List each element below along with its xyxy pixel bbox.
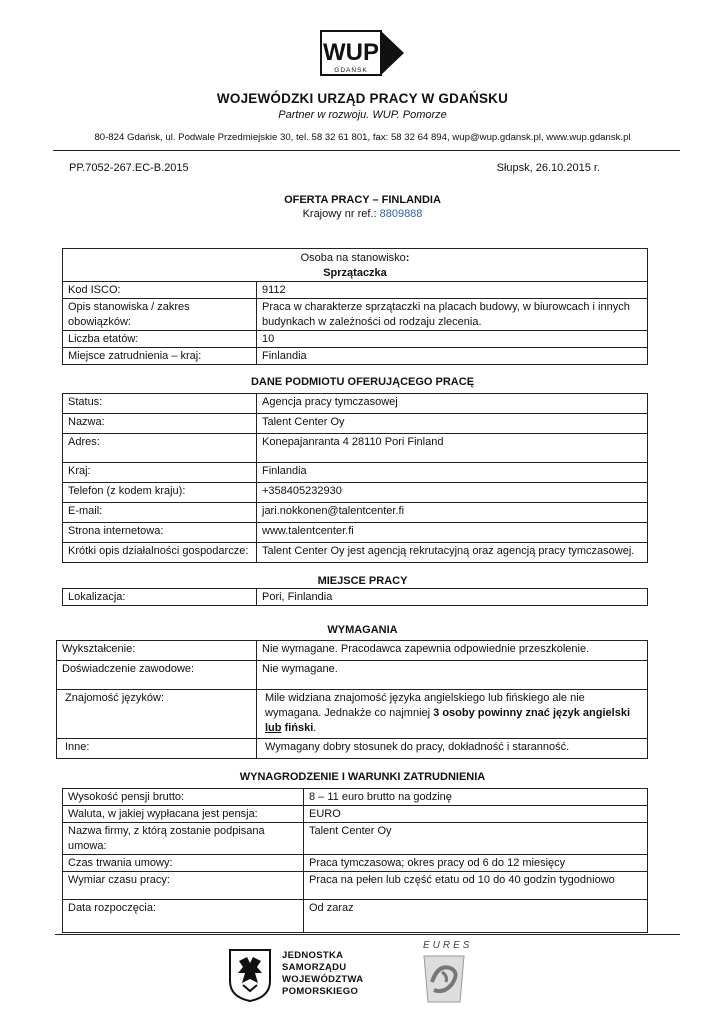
wup-logo	[320, 30, 405, 80]
office-address: 80-824 Gdańsk, ul. Podwale Przedmiejskie 30, tel. 58 32 61 801, fax: 58 32 64 894, wup@wup.gdansk.pl, www.wup.gdansk.pl	[94, 132, 631, 143]
languages-end: .	[313, 722, 317, 734]
logo-text: WUP	[323, 39, 379, 66]
table-row	[63, 394, 648, 414]
row-label: Kod ISCO:	[63, 282, 257, 299]
row-value: EURO	[304, 806, 648, 823]
row-value: Finlandia	[257, 463, 648, 483]
offer-title: OFERTA PRACY – FINLANDIA	[284, 194, 441, 206]
table-row	[63, 789, 648, 806]
languages-bold-end: fiński	[284, 722, 314, 734]
workplace-table	[62, 588, 648, 606]
row-value: 8 – 11 euro brutto na godzinę	[304, 789, 648, 806]
row-label: Czas trwania umowy:	[63, 855, 304, 872]
table-row	[63, 543, 648, 563]
row-value: Wymagany dobry stosunek do pracy, dokładność i staranność.	[257, 739, 648, 759]
requirements-section-title: WYMAGANIA	[327, 624, 398, 636]
row-label: E-mail:	[63, 503, 257, 523]
row-label: Telefon (z kodem kraju):	[63, 483, 257, 503]
row-value: Od zaraz	[304, 900, 648, 933]
salary-section-title: WYNAGRODZENIE I WARUNKI ZATRUDNIENIA	[239, 771, 486, 783]
row-label: Adres:	[63, 434, 257, 463]
row-label: Wysokość pensji brutto:	[63, 789, 304, 806]
header-divider	[53, 150, 680, 151]
row-value: Nie wymagane.	[257, 661, 648, 690]
table-row	[63, 872, 648, 900]
position-title: Sprzątaczka	[323, 267, 387, 279]
row-label: Nazwa firmy, z którą zostanie podpisana umowa:	[63, 823, 304, 855]
jst-line: WOJEWÓDZTWA	[282, 974, 364, 985]
eures-logo-icon	[416, 942, 472, 1006]
office-title: WOJEWÓDZKI URZĄD PRACY W GDAŃSKU	[216, 91, 509, 106]
jst-label	[282, 950, 363, 998]
table-row	[63, 483, 648, 503]
document-number: PP.7052-267.EC-B.2015	[69, 162, 189, 174]
position-table	[62, 248, 648, 365]
row-value: 10	[257, 331, 648, 348]
row-label: Wymiar czasu pracy:	[63, 872, 304, 900]
table-row	[63, 523, 648, 543]
table-row	[63, 589, 648, 606]
languages-bold-underline: lub	[265, 722, 282, 734]
position-header-cell	[63, 249, 648, 282]
table-row	[63, 299, 648, 331]
jst-line: JEDNOSTKA	[282, 950, 344, 961]
row-label: Kraj:	[63, 463, 257, 483]
row-value	[257, 690, 648, 739]
jst-line: POMORSKIEGO	[282, 986, 359, 997]
row-value: Praca tymczasowa; okres pracy od 6 do 12 miesięcy	[304, 855, 648, 872]
languages-text: Mile widziana znajomość języka angielskiego lub fińskiego ale nie wymagana. Jednakże co najmniej	[265, 692, 585, 719]
row-value: Praca w charakterze sprzątaczki na placach budowy, w biurowcach i innych budynkach w zależności od rodzaju zlecenia.	[257, 299, 648, 331]
row-value: www.talentcenter.fi	[257, 523, 648, 543]
table-row	[57, 661, 648, 690]
table-row	[63, 806, 648, 823]
languages-bold: 3 osoby powinny znać język angielski	[433, 707, 630, 719]
position-header-label: Osoba na stanowisko	[300, 252, 406, 264]
row-label: Nazwa:	[63, 414, 257, 434]
position-header-colon: :	[405, 252, 410, 264]
row-label: Krótki opis działalności gospodarcze:	[63, 543, 257, 563]
table-row	[63, 463, 648, 483]
row-label: Waluta, w jakiej wypłacana jest pensja:	[63, 806, 304, 823]
row-value: 9112	[257, 282, 648, 299]
table-row	[57, 690, 648, 739]
row-value: Finlandia	[257, 348, 648, 365]
row-value: +358405232930	[257, 483, 648, 503]
footer-divider	[55, 934, 680, 935]
table-row	[63, 434, 648, 463]
row-label: Wykształcenie:	[57, 641, 257, 661]
row-label: Doświadczenie zawodowe:	[57, 661, 257, 690]
row-label: Data rozpoczęcia:	[63, 900, 304, 933]
table-row	[63, 503, 648, 523]
offer-ref	[0, 208, 725, 220]
row-label: Status:	[63, 394, 257, 414]
table-row	[63, 414, 648, 434]
row-value: Pori, Finlandia	[257, 589, 648, 606]
workplace-section-title: MIEJSCE PRACY	[317, 575, 408, 587]
row-label: Liczba etatów:	[63, 331, 257, 348]
row-value: jari.nokkonen@talentcenter.fi	[257, 503, 648, 523]
jst-line: SAMORZĄDU	[282, 962, 347, 973]
row-label: Miejsce zatrudnienia – kraj:	[63, 348, 257, 365]
office-motto: Partner w rozwoju. WUP. Pomorze	[278, 109, 447, 121]
place-date: Słupsk, 26.10.2015 r.	[496, 162, 600, 174]
row-value: Talent Center Oy	[304, 823, 648, 855]
offer-ref-label: Krajowy nr ref.:	[302, 208, 377, 220]
row-label: Inne:	[57, 739, 257, 759]
table-row	[63, 900, 648, 933]
table-row	[63, 855, 648, 872]
row-value: Talent Center Oy jest agencją rekrutacyjną oraz agencją pracy tymczasowej.	[257, 543, 648, 563]
employer-table	[62, 393, 648, 563]
table-row	[57, 739, 648, 759]
row-value: Praca na pełen lub część etatu od 10 do 40 godzin tygodniowo	[304, 872, 648, 900]
table-row	[57, 641, 648, 661]
table-row	[63, 348, 648, 365]
row-value: Talent Center Oy	[257, 414, 648, 434]
table-row	[63, 331, 648, 348]
row-label: Lokalizacja:	[63, 589, 257, 606]
requirements-table	[56, 640, 648, 759]
row-label: Znajomość języków:	[57, 690, 257, 739]
row-value: Nie wymagane. Pracodawca zapewnia odpowiednie przeszkolenie.	[257, 641, 648, 661]
row-value: Konepajanranta 4 28110 Pori Finland	[257, 434, 648, 463]
row-label: Opis stanowiska / zakres obowiązków:	[63, 299, 257, 331]
row-label: Strona internetowa:	[63, 523, 257, 543]
logo-sub: GDAŃSK	[334, 67, 368, 74]
offer-ref-number: 8809888	[379, 208, 423, 220]
pomorskie-crest-icon	[227, 947, 273, 1003]
position-header-row	[63, 249, 648, 282]
salary-table	[62, 788, 648, 933]
eures-label: EURES	[423, 940, 473, 951]
table-row	[63, 823, 648, 855]
employer-section-title: DANE PODMIOTU OFERUJĄCEGO PRACĘ	[250, 376, 475, 388]
row-value: Agencja pracy tymczasowej	[257, 394, 648, 414]
table-row	[63, 282, 648, 299]
